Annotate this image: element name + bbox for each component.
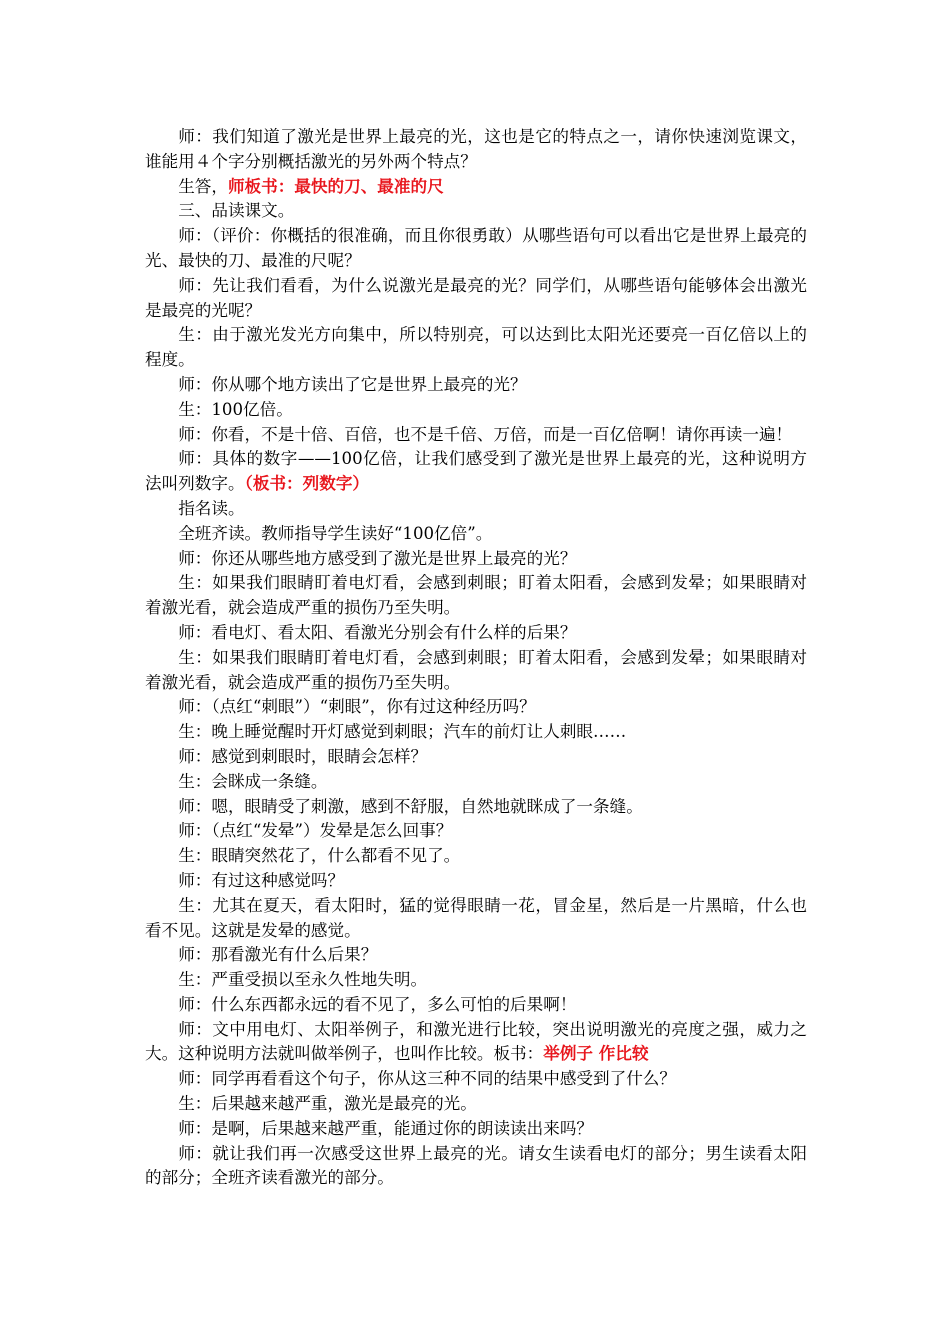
paragraph-3: 三、品读课文。 xyxy=(178,201,295,221)
paragraph-10: 师：具体的数字——100亿倍，让我们感受到了激光是世界上最亮的光，这种说明方法叫列数字。（板书：列数字） xyxy=(145,449,807,494)
paragraph-19: 师：感觉到刺眼时，眼睛会怎样？ xyxy=(178,746,428,766)
paragraph-8: 生：100亿倍。 xyxy=(178,399,293,419)
paragraph-21: 师：嗯，眼睛受了刺激，感到不舒服，自然地就眯成了一条缝。 xyxy=(178,796,643,816)
paragraph-7: 师：你从哪个地方读出了它是世界上最亮的光？ xyxy=(178,374,527,394)
paragraph-33: 师：就让我们再一次感受这世界上最亮的光。请女生读看电灯的部分；男生读看太阳的部分；全班齐读看激光的部分。 xyxy=(145,1143,807,1188)
paragraph-32: 师：是啊，后果越来越严重，能通过你的朗读读出来吗？ xyxy=(178,1118,594,1138)
paragraph-22: 师：（点红“发晕”）发晕是怎么回事？ xyxy=(178,821,453,841)
paragraph-20: 生：会眯成一条缝。 xyxy=(178,771,328,791)
paragraph-28: 师：什么东西都永远的看不见了，多么可怕的后果啊！ xyxy=(178,994,577,1014)
paragraph-4: 师：（评价：你概括的很准确，而且你很勇敢）从哪些语句可以看出它是世界上最亮的光、最快的刀、最准的尺呢？ xyxy=(145,226,807,270)
paragraph-12: 全班齐读。教师指导学生读好“100亿倍”。 xyxy=(178,523,493,543)
paragraph-9: 师：你看，不是十倍、百倍，也不是千倍、万倍，而是一百亿倍啊！请你再读一遍！ xyxy=(178,424,793,444)
paragraph-30: 师：同学再看看这个句子，你从这三种不同的结果中感受到了什么？ xyxy=(178,1069,676,1089)
board-note: 师板书：最快的刀、最准的尺 xyxy=(227,176,444,196)
paragraph-23: 生：眼睛突然花了，什么都看不见了。 xyxy=(178,846,461,866)
paragraph-1: 师：我们知道了激光是世界上最亮的光，这也是它的特点之一，请你快速浏览课文，谁能用４个字分别概括激光的另外两个特点？ xyxy=(145,127,807,171)
paragraph-15: 师：看电灯、看太阳、看激光分别会有什么样的后果？ xyxy=(178,622,577,642)
paragraph-13: 师：你还从哪些地方感受到了激光是世界上最亮的光？ xyxy=(178,548,577,568)
paragraph-11: 指名读。 xyxy=(178,498,245,518)
paragraph-6: 生：由于激光发光方向集中，所以特别亮，可以达到比太阳光还要亮一百亿倍以上的程度。 xyxy=(145,325,807,370)
board-note: （板书：列数字） xyxy=(244,474,370,494)
paragraph-17: 师：（点红“刺眼”）“刺眼”，你有过这种经历吗？ xyxy=(178,697,536,717)
paragraph-16: 生：如果我们眼睛盯着电灯看，会感到刺眼；盯着太阳看，会感到发晕；如果眼睛对着激光看，就会造成严重的损伤乃至失明。 xyxy=(145,647,807,692)
paragraph-18: 生：晚上睡觉醒时开灯感觉到刺眼；汽车的前灯让人刺眼…… xyxy=(178,722,627,742)
paragraph-29: 师：文中用电灯、太阳举例子，和激光进行比较，突出说明激光的亮度之强，威力之大。这种说明方法就叫做举例子，也叫作比较。板书：举例子 作比较 xyxy=(145,1019,807,1064)
paragraph-2: 生答，师板书：最快的刀、最准的尺 xyxy=(178,176,444,196)
paragraph-24: 师：有过这种感觉吗？ xyxy=(178,870,345,890)
paragraph-14: 生：如果我们眼睛盯着电灯看，会感到刺眼；盯着太阳看，会感到发晕；如果眼睛对着激光看，就会造成严重的损伤乃至失明。 xyxy=(145,573,807,618)
paragraph-25: 生：尤其在夏天，看太阳时，猛的觉得眼睛一花，冒金星，然后是一片黑暗，什么也看不见。这就是发晕的感觉。 xyxy=(145,895,807,940)
board-note: 举例子 作比较 xyxy=(543,1044,649,1064)
paragraph-5: 师：先让我们看看，为什么说激光是最亮的光？同学们，从哪些语句能够体会出激光是最亮的光呢？ xyxy=(145,275,807,320)
document-page xyxy=(145,125,807,1191)
paragraph-27: 生：严重受损以至永久性地失明。 xyxy=(178,970,428,990)
paragraph-31: 生：后果越来越严重，激光是最亮的光。 xyxy=(178,1094,477,1114)
paragraph-26: 师：那看激光有什么后果？ xyxy=(178,945,378,965)
